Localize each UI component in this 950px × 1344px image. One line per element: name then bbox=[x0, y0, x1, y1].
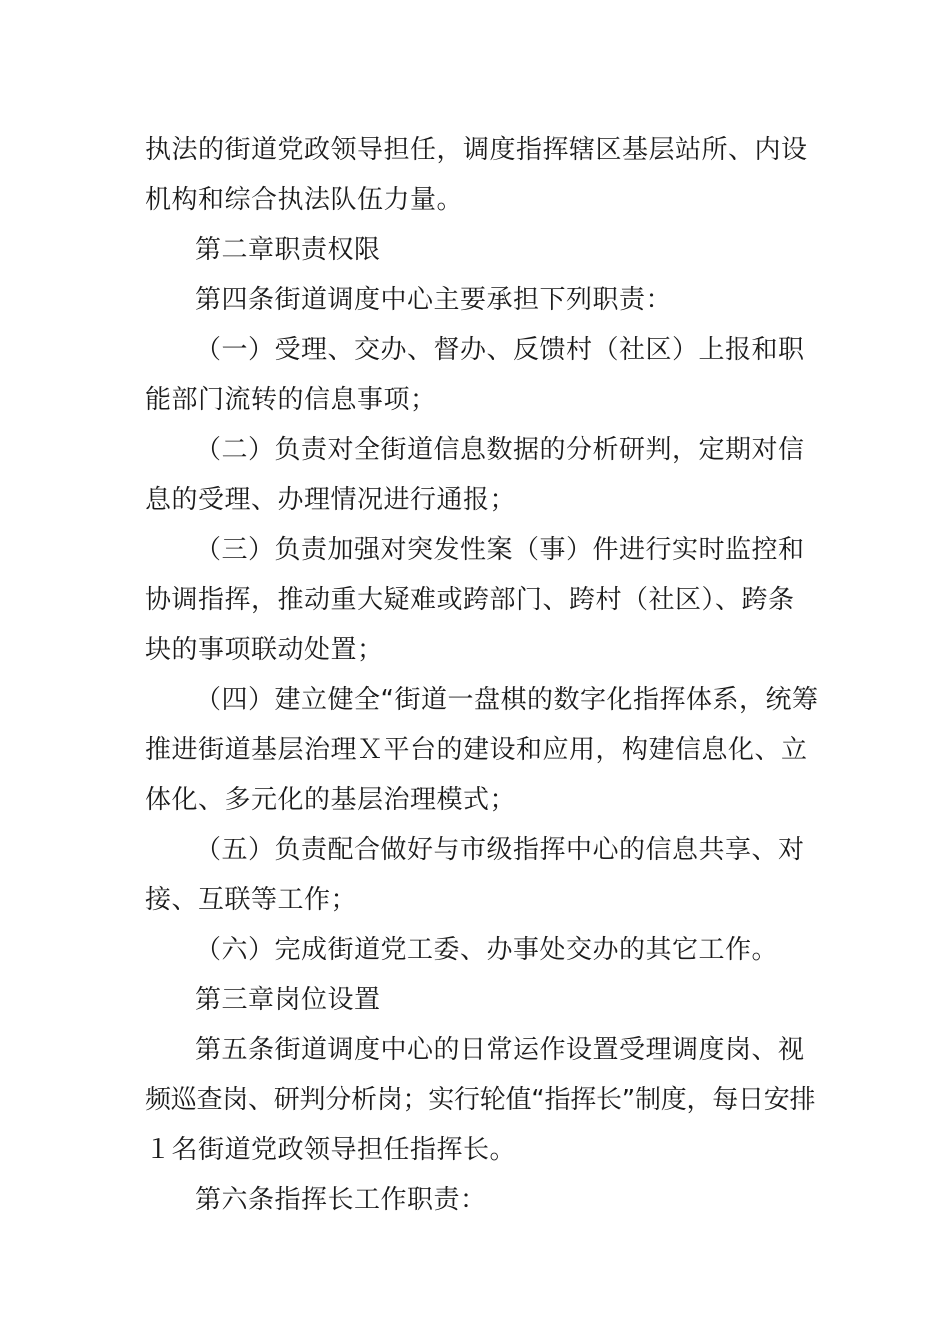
text-line: 体化、多元化的基层治理模式； bbox=[145, 785, 517, 815]
text-line: 机构和综合执法队伍力量。 bbox=[145, 185, 464, 215]
text-line: 块的事项联动处置； bbox=[145, 635, 384, 665]
article-heading: 第六条指挥长工作职责： bbox=[195, 1185, 487, 1215]
chapter-heading: 第二章职责权限 bbox=[195, 235, 381, 265]
text-line: 能部门流转的信息事项； bbox=[145, 385, 437, 415]
text-line: 推进街道基层治理Ｘ平台的建设和应用，构建信息化、立 bbox=[145, 735, 808, 765]
text-line: （六）完成街道党工委、办事处交办的其它工作。 bbox=[195, 935, 779, 965]
text-line: （三）负责加强对突发性案（事）件进行实时监控和 bbox=[195, 535, 805, 565]
text-line: 执法的街道党政领导担任，调度指挥辖区基层站所、内设 bbox=[145, 135, 808, 165]
text-line: 频巡查岗、研判分析岗；实行轮值“指挥长”制度，每日安排 bbox=[145, 1085, 816, 1115]
text-line: 接、互联等工作； bbox=[145, 885, 358, 915]
text-line: 息的受理、办理情况进行通报； bbox=[145, 485, 517, 515]
article-heading: 第四条街道调度中心主要承担下列职责： bbox=[195, 285, 673, 315]
text-line: （五）负责配合做好与市级指挥中心的信息共享、对 bbox=[195, 835, 805, 865]
text-line: （四）建立健全“街道一盘棋的数字化指挥体系，统筹 bbox=[195, 685, 819, 715]
text-line: （二）负责对全街道信息数据的分析研判，定期对信 bbox=[195, 435, 805, 465]
text-line: 协调指挥，推动重大疑难或跨部门、跨村（社区）、跨条 bbox=[145, 585, 795, 615]
text-line: 第五条街道调度中心的日常运作设置受理调度岗、视 bbox=[195, 1035, 805, 1065]
text-line: １名街道党政领导担任指挥长。 bbox=[145, 1135, 517, 1165]
text-line: （一）受理、交办、督办、反馈村（社区）上报和职 bbox=[195, 335, 805, 365]
chapter-heading: 第三章岗位设置 bbox=[195, 985, 381, 1015]
